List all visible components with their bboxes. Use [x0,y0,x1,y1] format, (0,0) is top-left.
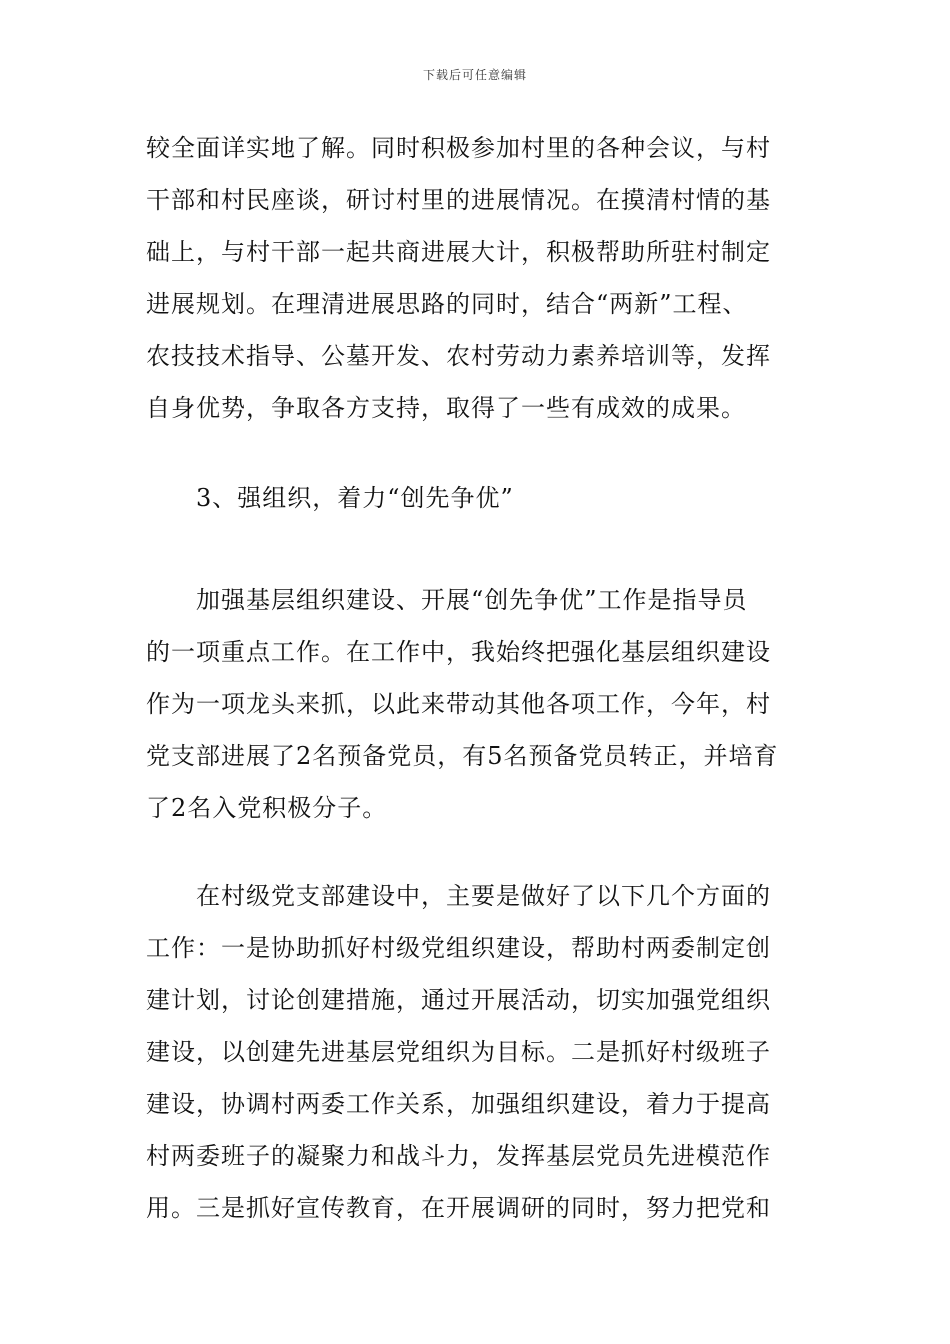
paragraph-line: 础上，与村干部一起共商进展大计，积极帮助所驻村制定 [146,238,771,266]
paragraph-line: 党支部进展了2名预备党员，有5名预备党员转正，并培育 [146,742,779,770]
paragraph-line: 了2名入党积极分子。 [146,794,388,822]
paragraph-line: 干部和村民座谈，研讨村里的进展情况。在摸清村情的基 [146,186,771,214]
section-heading: 3、强组织，着力“创先争优” [196,484,514,512]
paragraph-line: 进展规划。在理清进展思路的同时，结合“两新”工程、 [146,290,748,318]
paragraph-line: 加强基层组织建设、开展“创先争优”工作是指导员 [196,586,748,614]
paragraph-line: 自身优势，争取各方支持，取得了一些有成效的成果。 [146,394,746,422]
paragraph-line: 建设，协调村两委工作关系，加强组织建设，着力于提高 [146,1090,771,1118]
paragraph-line: 建计划，讨论创建措施，通过开展活动，切实加强党组织 [146,986,771,1014]
paragraph-line: 在村级党支部建设中，主要是做好了以下几个方面的 [196,882,771,910]
paragraph-line: 农技技术指导、公墓开发、农村劳动力素养培训等，发挥 [146,342,771,370]
paragraph-line: 的一项重点工作。在工作中，我始终把强化基层组织建设 [146,638,771,666]
paragraph-line: 建设，以创建先进基层党组织为目标。二是抓好村级班子 [146,1038,771,1066]
paragraph-line: 村两委班子的凝聚力和战斗力，发挥基层党员先进模范作 [146,1142,771,1170]
paragraph-line: 较全面详实地了解。同时积极参加村里的各种会议，与村 [146,134,771,162]
page-header: 下载后可任意编辑 [422,68,527,82]
paragraph-line: 工作：一是协助抓好村级党组织建设，帮助村两委制定创 [146,934,771,962]
paragraph-line: 作为一项龙头来抓，以此来带动其他各项工作，今年，村 [146,690,771,718]
paragraph-line: 用。三是抓好宣传教育，在开展调研的同时，努力把党和 [146,1194,771,1222]
